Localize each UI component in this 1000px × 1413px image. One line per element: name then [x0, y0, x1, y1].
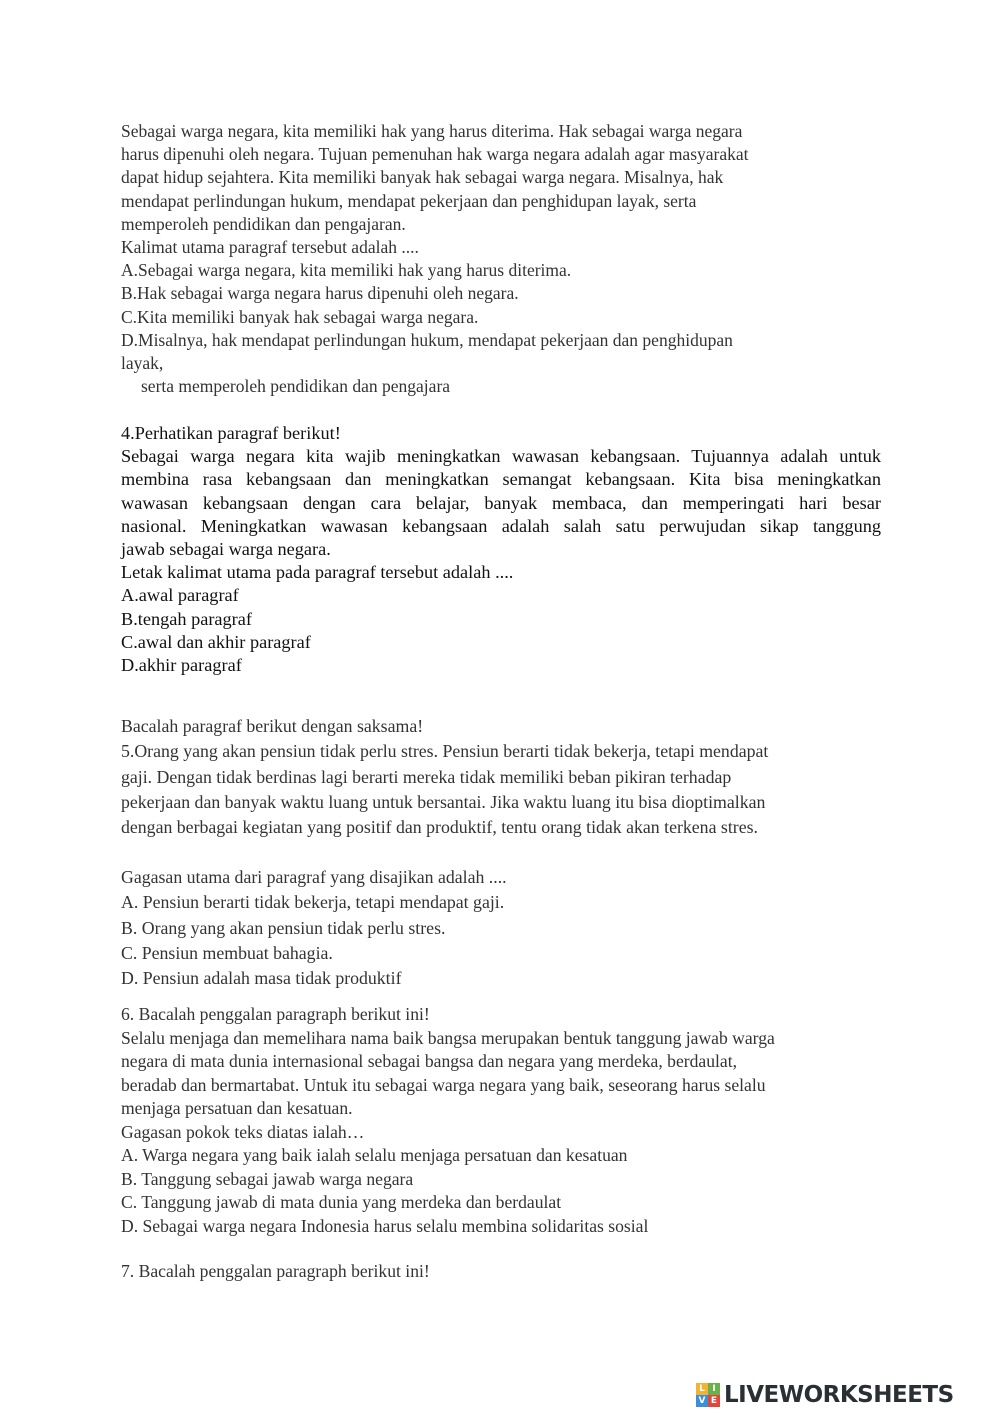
paragraph-line: mendapat perlindungan hukum, mendapat pekerjaan dan penghidupan layak, serta: [121, 190, 697, 211]
question-text: Letak kalimat utama pada paragraf tersebut adalah ....: [121, 562, 514, 583]
paragraph-line: wawasan kebangsaan dengan cara belajar, banyak membaca, dan memperingati hari besar: [121, 492, 881, 513]
paragraph-line: 5.Orang yang akan pensiun tidak perlu stres. Pensiun berarti tidak bekerja, tetapi mendapat: [121, 741, 769, 762]
option-d: D.Misalnya, hak mendapat perlindungan hukum, mendapat pekerjaan dan penghidupan: [121, 329, 733, 350]
question-4-block: [121, 422, 881, 677]
option-c: C. Tanggung jawab di mata dunia yang merdeka dan berdaulat: [121, 1192, 562, 1212]
paragraph-line: harus dipenuhi oleh negara. Tujuan pemenuhan hak warga negara adalah agar masyarakat: [121, 144, 749, 165]
paragraph-line: memperoleh pendidikan dan pengajaran.: [121, 213, 406, 234]
option-d: D.akhir paragraf: [121, 655, 242, 676]
paragraph-line: negara di mata dunia internasional sebagai bangsa dan negara yang merdeka, berdaulat,: [121, 1051, 738, 1071]
liveworksheets-logo: [696, 1378, 996, 1412]
paragraph-line: Sebagai warga negara kita wajib meningkatkan wawasan kebangsaan. Tujuannya adalah untuk: [121, 446, 881, 467]
option-d-continued: serta memperoleh pendidikan dan pengajara: [141, 376, 451, 397]
question-6-block: [121, 1003, 881, 1238]
paragraph-line: Selalu menjaga dan memelihara nama baik bangsa merupakan bentuk tanggung jawab warga: [121, 1027, 775, 1048]
option-d: D. Sebagai warga negara Indonesia harus selalu membina solidaritas sosial: [121, 1215, 649, 1236]
paragraph-line: gaji. Dengan tidak berdinas lagi berarti mereka tidak memiliki beban pikiran terhadap: [121, 766, 732, 787]
instruction-text: Bacalah paragraf berikut dengan saksama!: [121, 716, 424, 736]
logo-text: LIVEWORKSHEETS: [724, 1382, 954, 1408]
paragraph-line: dengan berbagai kegiatan yang positif dan produktif, tentu orang tidak akan terkena stres.: [121, 817, 758, 838]
paragraph-line: dapat hidup sejahtera. Kita memiliki banyak hak sebagai warga negara. Misalnya, hak: [121, 167, 724, 188]
paragraph-line: beradab dan bermartabat. Untuk itu sebagai warga negara yang baik, seseorang harus selalu: [121, 1074, 766, 1095]
question-4-title: 4.Perhatikan paragraf berikut!: [121, 423, 341, 443]
paragraph-line: nasional. Meningkatkan wawasan kebangsaan adalah salah satu perwujudan sikap tanggung: [121, 515, 881, 536]
option-b: B.tengah paragraf: [121, 608, 252, 629]
question-text: Gagasan utama dari paragraf yang disajikan adalah ....: [121, 867, 507, 887]
option-a: A. Pensiun berarti tidak bekerja, tetapi mendapat gaji.: [121, 892, 505, 913]
option-c: C. Pensiun membuat bahagia.: [121, 942, 333, 963]
option-b: B. Tanggung sebagai jawab warga negara: [121, 1168, 414, 1189]
option-a: A. Warga negara yang baik ialah selalu menjaga persatuan dan kesatuan: [121, 1145, 628, 1165]
paragraph-line: pekerjaan dan banyak waktu luang untuk bersantai. Jika waktu luang itu bisa dioptimalkan: [121, 791, 766, 812]
option-d-continued: layak,: [121, 353, 164, 374]
option-c: C.Kita memiliki banyak hak sebagai warga negara.: [121, 306, 479, 327]
paragraph-line: membina rasa kebangsaan dan meningkatkan semangat kebangsaan. Kita bisa meningkatkan: [121, 469, 881, 490]
option-b: B. Orang yang akan pensiun tidak perlu stres.: [121, 917, 446, 938]
question-6-title: 6. Bacalah penggalan paragraph berikut ini!: [121, 1004, 430, 1024]
question-7-title: 7. Bacalah penggalan paragraph berikut ini!: [121, 1261, 430, 1281]
paragraph-line: jawab sebagai warga negara.: [121, 539, 331, 560]
question-5-choices: [121, 865, 881, 991]
paragraph-line: Sebagai warga negara, kita memiliki hak yang harus diterima. Hak sebagai warga negara: [121, 121, 743, 141]
paragraph-line: menjaga persatuan dan kesatuan.: [121, 1098, 353, 1118]
question-7-block: [121, 1260, 881, 1284]
option-a: A.awal paragraf: [121, 585, 239, 606]
option-c: C.awal dan akhir paragraf: [121, 631, 311, 652]
question-text: Kalimat utama paragraf tersebut adalah ....: [121, 237, 419, 258]
liveworksheets-logo-icon: L I V E: [696, 1383, 720, 1407]
option-a: A.Sebagai warga negara, kita memiliki hak yang harus diterima.: [121, 260, 572, 281]
question-text: Gagasan pokok teks diatas ialah…: [121, 1121, 365, 1142]
option-d: D. Pensiun adalah masa tidak produktif: [121, 968, 402, 989]
option-b: B.Hak sebagai warga negara harus dipenuhi oleh negara.: [121, 283, 519, 304]
question-3-block: [121, 120, 881, 398]
question-5-block: [121, 714, 881, 840]
